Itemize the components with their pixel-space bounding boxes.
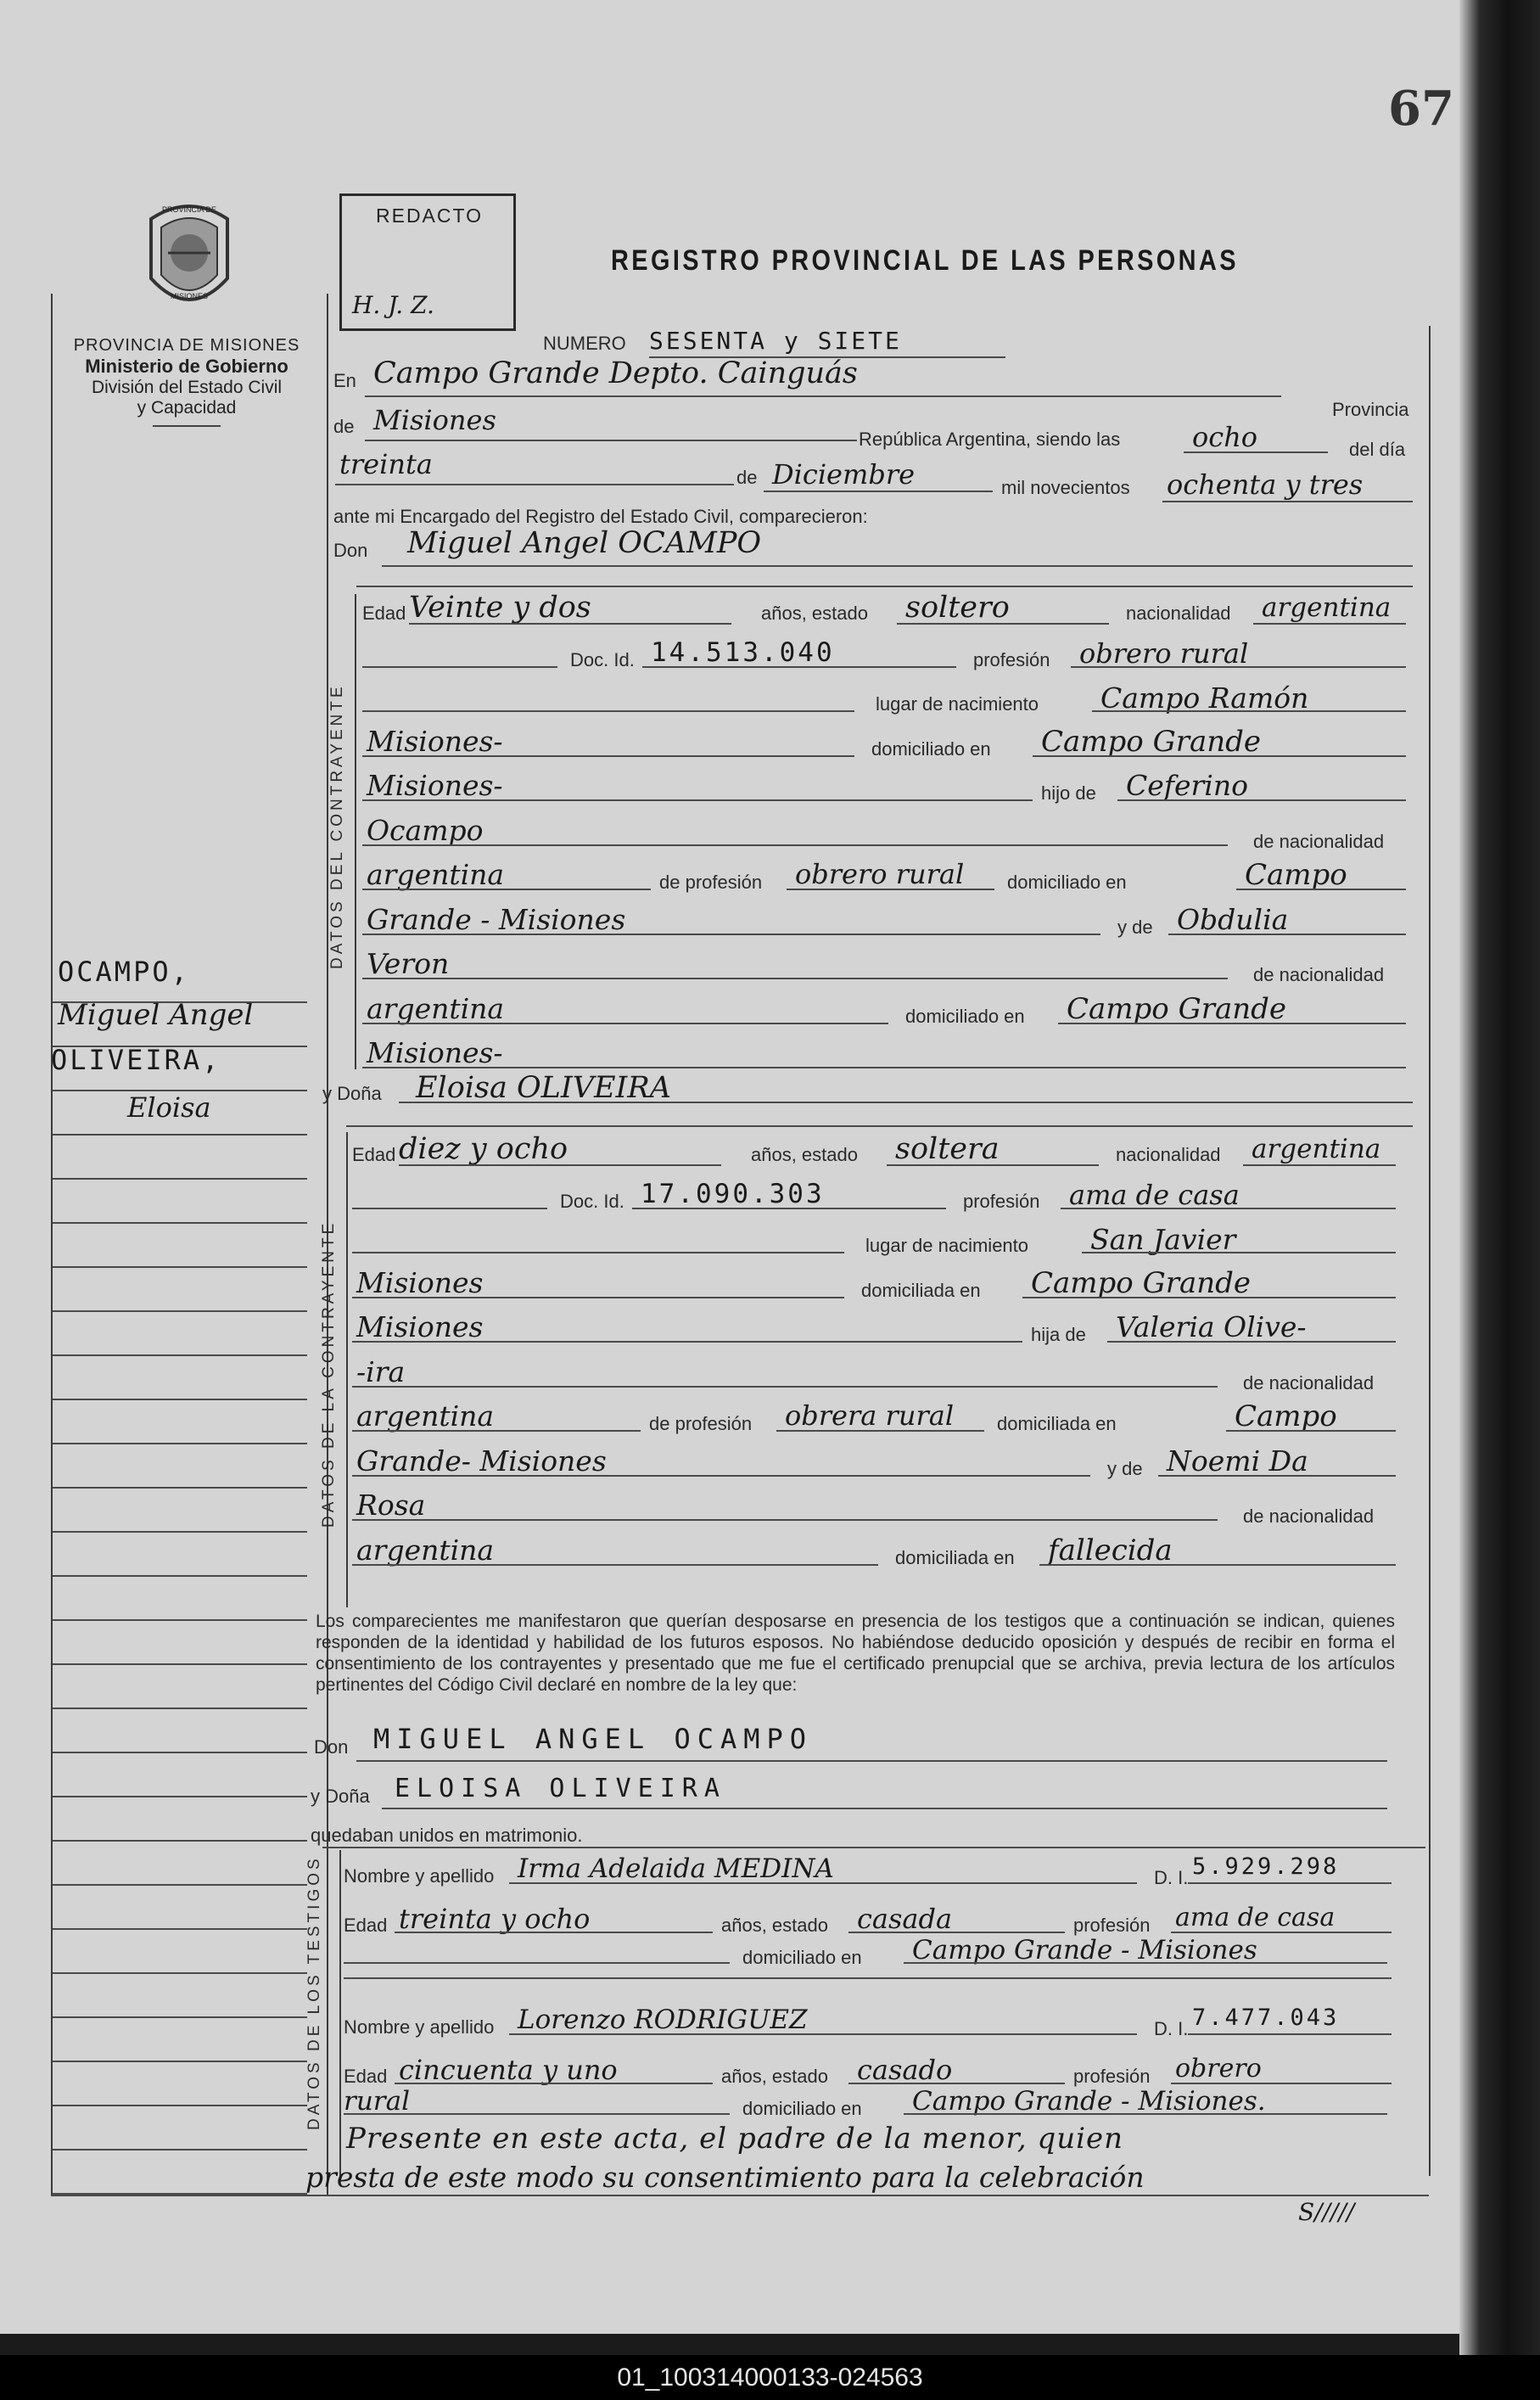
contrayenta-padre-dom-label: domiciliada en bbox=[997, 1413, 1117, 1434]
contrayenta-padre-dom-value-1: Campo bbox=[1235, 1399, 1337, 1433]
contrayente-domicilio-label: domiciliado en bbox=[871, 737, 991, 760]
hora-value: ocho bbox=[1192, 421, 1258, 453]
testigo-1-nombre-value: Irma Adelaida MEDINA bbox=[518, 1853, 834, 1884]
nota-line-1: Presente en este acta, el padre de la menor, quien bbox=[346, 2122, 1124, 2156]
org-line-2: Ministerio de Gobierno bbox=[85, 356, 288, 377]
testigo-1-profesion-value: ama de casa bbox=[1175, 1903, 1336, 1932]
contrayente-madre-value-1: Obdulia bbox=[1177, 902, 1289, 936]
testigo-2-nombre-value: Lorenzo RODRIGUEZ bbox=[518, 2005, 808, 2035]
contrayente-domicilio-value-1: Campo Grande bbox=[1041, 724, 1262, 759]
testigo-1-profesion-label: profesión bbox=[1073, 1915, 1151, 1936]
testigo-2-domicilio-value: Campo Grande - Misiones. bbox=[912, 2086, 1266, 2117]
contrayenta-lugar-nac-value-2: Misiones bbox=[356, 1265, 484, 1299]
testigo-1-domicilio-value: Campo Grande - Misiones bbox=[912, 1935, 1257, 1965]
contrayente-doc-value: 14.513.040 bbox=[651, 636, 835, 668]
contrayente-madre-dom-value-2: Misiones- bbox=[367, 1036, 503, 1069]
don-label: Don bbox=[333, 540, 368, 561]
contrayente-padre-nac-value: argentina bbox=[367, 858, 505, 891]
contrayente-padre-nac-label: de nacionalidad bbox=[1253, 830, 1385, 852]
declaracion-don-label: Don bbox=[314, 1736, 349, 1758]
contrayente-madre-dom-value-1: Campo Grande bbox=[1067, 991, 1287, 1026]
redacto-value: H. J. Z. bbox=[352, 291, 434, 319]
redacto-label: REDACTO bbox=[376, 205, 484, 227]
contrayenta-domicilio-label: domiciliada en bbox=[861, 1279, 981, 1301]
contrayenta-profesion-value: ama de casa bbox=[1069, 1178, 1240, 1211]
datos-testigos-label: DATOS DE LOS TESTIGOS bbox=[305, 1855, 323, 2130]
testigo-2-estado-value: casado bbox=[857, 2054, 953, 2086]
contrayente-y-de-label: y de bbox=[1117, 916, 1153, 938]
contrayenta-padre-prof-label: de profesión bbox=[649, 1413, 753, 1434]
contrayente-madre-dom-label: domiciliado en bbox=[905, 1005, 1025, 1027]
republica-label: República Argentina, siendo las bbox=[859, 429, 1121, 450]
contrayenta-lugar-nac-value-1: San Javier bbox=[1090, 1223, 1236, 1256]
numero-label: NUMERO bbox=[543, 333, 626, 354]
declaracion-dona-label: y Doña bbox=[311, 1786, 370, 1807]
testigo-1-nombre-label: Nombre y apellido bbox=[344, 1865, 495, 1887]
testigo-1-estado-label: años, estado bbox=[721, 1915, 828, 1936]
contrayenta-madre-value-1: Noemi Da bbox=[1167, 1444, 1308, 1478]
testigo-1-domicilio-label: domiciliado en bbox=[742, 1947, 862, 1968]
numero-value: SESENTA y SIETE bbox=[649, 327, 902, 355]
datos-contrayente-label: DATOS DEL CONTRAYENTE bbox=[328, 683, 346, 969]
testigo-1-edad-value: treinta y ocho bbox=[399, 1903, 591, 1935]
mes-value: Diciembre bbox=[772, 458, 916, 491]
margin-name-1: OCAMPO, bbox=[58, 956, 190, 988]
declaracion-dona-value: ELOISA OLIVEIRA bbox=[395, 1774, 726, 1803]
contrayente-lugar-nac-value-1: Campo Ramón bbox=[1100, 681, 1309, 715]
contrayenta-madre-value-2: Rosa bbox=[356, 1489, 426, 1522]
book-spine bbox=[1459, 0, 1540, 2359]
testigo-2-profesion-value: obrero bbox=[1175, 2054, 1262, 2083]
contrayente-lugar-nac-value-2: Misiones- bbox=[367, 724, 503, 758]
provincia-label: Provincia bbox=[1332, 399, 1409, 420]
contrayenta-hijo-label: hija de bbox=[1031, 1324, 1086, 1345]
declaracion-don-value: MIGUEL ANGEL OCAMPO bbox=[373, 1723, 814, 1755]
contrayente-padre-prof-label: de profesión bbox=[659, 872, 763, 893]
contrayenta-padre-value-1: Valeria Olive- bbox=[1116, 1310, 1307, 1343]
contrayente-padre-value-2: Ocampo bbox=[367, 813, 484, 847]
legal-paragraph: Los comparecientes me manifestaron que querían desposarse en presencia de los testigos que a continuación se indican, quienes responden de la identidad y habilidad de los futuros esposos. No habiéndose deducido oposición y después de recibir en forma el consentimiento de los contrayentes y presentado que me fue el certificado prenupcial que se archiva, previa lectura de los artículos pertinentes del Código Civil declaré en nombre de la ley que: bbox=[316, 1612, 1395, 1695]
margin-name-2: Miguel Angel bbox=[58, 998, 254, 1032]
contrayenta-name: Eloisa OLIVEIRA bbox=[416, 1071, 672, 1105]
org-line-1: PROVINCIA DE MISIONES bbox=[73, 336, 300, 355]
contrayente-lugar-nac-label: lugar de nacimiento bbox=[876, 693, 1039, 715]
contrayenta-padre-nac-label: de nacionalidad bbox=[1243, 1371, 1375, 1393]
organization-block bbox=[51, 336, 322, 427]
contrayente-edad-label: Edad bbox=[362, 603, 406, 624]
margin-name-4: Eloisa bbox=[127, 1091, 211, 1124]
contrayenta-padre-nac-value: argentina bbox=[356, 1399, 495, 1433]
page-number: 67 bbox=[1388, 81, 1454, 137]
contrayenta-madre-dom-label: domiciliada en bbox=[895, 1546, 1015, 1568]
contrayente-edad-value: Veinte y dos bbox=[409, 591, 591, 625]
contrayente-padre-dom-label: domiciliado en bbox=[1007, 872, 1127, 893]
nota-line-2: presta de este modo su consentimiento para la celebración bbox=[305, 2161, 1145, 2194]
contrayente-estado-value: soltero bbox=[905, 591, 1010, 625]
contrayente-padre-dom-value-1: Campo bbox=[1245, 858, 1347, 892]
lugar-value: Campo Grande Depto. Cainguás bbox=[373, 356, 858, 390]
contrayente-domicilio-value-2: Misiones- bbox=[367, 769, 503, 802]
contrayenta-doc-label: Doc. Id. bbox=[560, 1190, 624, 1212]
contrayenta-padre-value-2: -ira bbox=[356, 1354, 406, 1388]
testigo-2-profesion-value-2: rural bbox=[344, 2086, 410, 2117]
contrayente-nacionalidad-label: nacionalidad bbox=[1126, 603, 1231, 624]
contrayente-padre-prof-value: obrero rural bbox=[795, 858, 965, 890]
en-label: En bbox=[333, 370, 356, 391]
testigo-2-edad-value: cincuenta y uno bbox=[399, 2054, 618, 2086]
contrayente-profesion-value: obrero rural bbox=[1079, 636, 1249, 670]
contrayente-madre-nac-label: de nacionalidad bbox=[1253, 964, 1385, 985]
testigo-2-profesion-label: profesión bbox=[1073, 2066, 1151, 2087]
contrayenta-nacionalidad-value: argentina bbox=[1252, 1134, 1381, 1164]
testigo-2-nombre-label: Nombre y apellido bbox=[344, 2016, 495, 2038]
contrayenta-edad-label: Edad bbox=[352, 1144, 396, 1165]
contrayente-madre-nac-value: argentina bbox=[367, 991, 505, 1025]
contrayenta-madre-dom-value: fallecida bbox=[1048, 1533, 1173, 1567]
contrayenta-profesion-label: profesión bbox=[963, 1190, 1040, 1212]
signature-mark: S///// bbox=[1298, 2198, 1355, 2226]
provincia-value: Misiones bbox=[373, 404, 496, 436]
y-dona-label: y Doña bbox=[322, 1083, 382, 1104]
testigo-2-di-label: D. I. bbox=[1154, 2018, 1189, 2039]
margin-name-3: OLIVEIRA, bbox=[51, 1044, 221, 1076]
de-label: de bbox=[333, 416, 355, 437]
contrayente-nacionalidad-value: argentina bbox=[1262, 592, 1392, 623]
contrayenta-padre-prof-value: obrera rural bbox=[785, 1399, 955, 1432]
org-line-3: División del Estado Civil bbox=[91, 378, 283, 397]
contrayenta-padre-dom-value-2: Grande- Misiones bbox=[356, 1444, 607, 1478]
quedaban-label: quedaban unidos en matrimonio. bbox=[311, 1825, 583, 1846]
contrayente-doc-label: Doc. Id. bbox=[570, 648, 635, 670]
ante-label: ante mi Encargado del Registro del Estado Civil, comparecieron: bbox=[333, 506, 868, 527]
contrayente-profesion-label: profesión bbox=[973, 648, 1050, 670]
contrayenta-y-de-label: y de bbox=[1107, 1457, 1143, 1479]
contrayente-hijo-label: hijo de bbox=[1041, 782, 1096, 804]
testigo-1-estado-value: casada bbox=[857, 1903, 953, 1935]
datos-contrayenta-label: DATOS DE LA CONTRAYENTE bbox=[320, 1220, 338, 1528]
register-title: REGISTRO PROVINCIAL DE LAS PERSONAS bbox=[611, 244, 1239, 277]
testigo-1-di-value: 5.929.298 bbox=[1192, 1853, 1340, 1880]
org-line-4: y Capacidad bbox=[137, 398, 237, 418]
seal-text-top: PROVINCIA DE bbox=[161, 205, 217, 214]
anio-value: ochenta y tres bbox=[1167, 468, 1364, 501]
testigo-2-di-value: 7.477.043 bbox=[1192, 2005, 1340, 2031]
dia-value: treinta bbox=[339, 448, 433, 480]
del-dia-label: del día bbox=[1349, 439, 1406, 460]
seal-text-bottom: MISIONES bbox=[170, 292, 209, 300]
testigo-1-edad-label: Edad bbox=[344, 1915, 388, 1936]
mil-label: mil novecientos bbox=[1001, 477, 1130, 498]
contrayenta-madre-nac-label: de nacionalidad bbox=[1243, 1506, 1375, 1527]
contrayente-padre-dom-value-2: Grande - Misiones bbox=[367, 902, 626, 936]
redacto-box bbox=[339, 193, 516, 331]
testigo-2-estado-label: años, estado bbox=[721, 2066, 828, 2087]
contrayente-madre-value-2: Veron bbox=[367, 947, 450, 980]
contrayenta-domicilio-value-1: Campo Grande bbox=[1031, 1265, 1252, 1300]
image-footer-id: 01_100314000133-024563 bbox=[0, 2355, 1540, 2400]
de-mes-label: de bbox=[736, 467, 758, 488]
testigo-1-di-label: D. I. bbox=[1154, 1867, 1189, 1888]
contrayenta-domicilio-value-2: Misiones bbox=[356, 1310, 484, 1343]
testigo-2-edad-label: Edad bbox=[344, 2066, 388, 2087]
contrayenta-edad-value: diez y ocho bbox=[399, 1132, 568, 1166]
contrayenta-estado-value: soltera bbox=[895, 1132, 1000, 1166]
contrayenta-lugar-nac-label: lugar de nacimiento bbox=[865, 1235, 1029, 1256]
testigo-2-domicilio-label: domiciliado en bbox=[742, 2098, 862, 2119]
contrayenta-estado-label: años, estado bbox=[751, 1144, 858, 1165]
contrayenta-madre-nac-value: argentina bbox=[356, 1533, 495, 1567]
contrayente-estado-label: años, estado bbox=[761, 603, 868, 624]
contrayenta-nacionalidad-label: nacionalidad bbox=[1116, 1144, 1221, 1165]
provincial-seal bbox=[134, 193, 244, 321]
contrayenta-doc-value: 17.090.303 bbox=[641, 1178, 825, 1209]
contrayente-padre-value-1: Ceferino bbox=[1126, 769, 1248, 802]
contrayente-name: Miguel Angel OCAMPO bbox=[407, 526, 762, 560]
